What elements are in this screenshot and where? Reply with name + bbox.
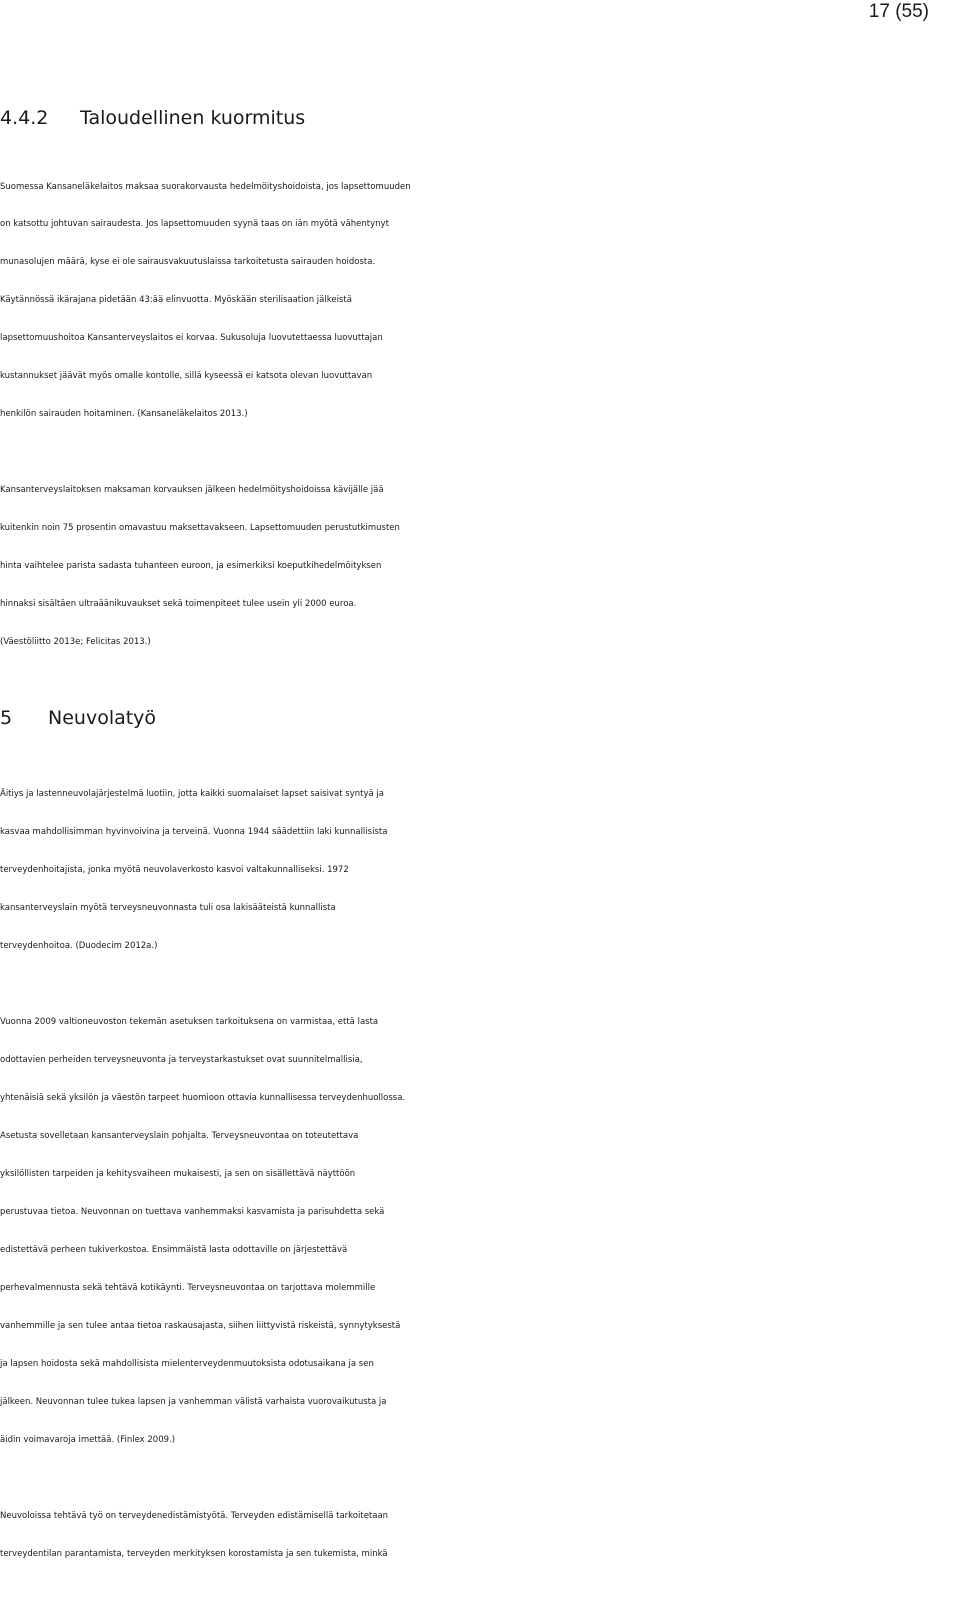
section-title: Taloudellinen kuormitus bbox=[80, 107, 306, 129]
section-number: 4.4.2 bbox=[0, 107, 49, 129]
text-line: Vuonna 2009 valtioneuvoston tekemän asetuksen tarkoituksena on varmistaa, että lasta bbox=[0, 1017, 379, 1027]
section-title: Neuvolatyö bbox=[48, 707, 157, 729]
text-line: odottavien perheiden terveysneuvonta ja terveystarkastukset ovat suunnitelmallisia, bbox=[0, 1055, 363, 1065]
text-line: Asetusta sovelletaan kansanterveyslain pohjalta. Terveysneuvontaa on toteutettava bbox=[0, 1131, 359, 1141]
text-line: hinnaksi sisältäen ultraäänikuvaukset sekä toimenpiteet tulee usein yli 2000 euroa. bbox=[0, 599, 357, 609]
text-line: vanhemmille ja sen tulee antaa tietoa raskausajasta, siihen liittyvistä riskeistä, synnytyksestä bbox=[0, 1321, 401, 1331]
text-line: terveydenhoitajista, jonka myötä neuvolaverkosto kasvoi valtakunnalliseksi. 1972 bbox=[0, 865, 349, 875]
text-line: äidin voimavaroja imettää. (Finlex 2009.) bbox=[0, 1435, 176, 1445]
text-line: munasolujen määrä, kyse ei ole sairausvakuutuslaissa tarkoitetusta sairauden hoidosta. bbox=[0, 257, 376, 267]
section-heading-5 bbox=[0, 706, 156, 730]
text-line: ja lapsen hoidosta sekä mahdollisista mielenterveydenmuutoksista odotusaikana ja sen bbox=[0, 1359, 374, 1369]
text-line: hinta vaihtelee parista sadasta tuhanteen euroon, ja esimerkiksi koeputkihedelmöityksen bbox=[0, 561, 382, 571]
text-line: terveydenhoitoa. (Duodecim 2012a.) bbox=[0, 941, 158, 951]
text-line: lapsettomuushoitoa Kansanterveyslaitos ei korvaa. Sukusoluja luovutettaessa luovuttajan bbox=[0, 333, 383, 343]
text-line: edistettävä perheen tukiverkostoa. Ensimmäistä lasta odottaville on järjestettävä bbox=[0, 1245, 348, 1255]
text-line: kustannukset jäävät myös omalle kontolle, sillä kyseessä ei katsota olevan luovuttavan bbox=[0, 371, 373, 381]
text-line: kasvaa mahdollisimman hyvinvoivina ja terveinä. Vuonna 1944 säädettiin laki kunnallisista bbox=[0, 827, 388, 837]
text-line: (Väestöliitto 2013e; Felicitas 2013.) bbox=[0, 637, 151, 647]
text-line: perhevalmennusta sekä tehtävä kotikäynti. Terveysneuvontaa on tarjottava molemmille bbox=[0, 1283, 376, 1293]
text-line: kuitenkin noin 75 prosentin omavastuu maksettavakseen. Lapsettomuuden perustutkimusten bbox=[0, 523, 400, 533]
page-number: 17 (55) bbox=[868, 1, 929, 22]
text-line: Käytännössä ikärajana pidetään 43:ää elinvuotta. Myöskään sterilisaation jälkeistä bbox=[0, 295, 352, 305]
section-number: 5 bbox=[0, 707, 13, 729]
text-line: henkilön sairauden hoitaminen. (Kansaneläkelaitos 2013.) bbox=[0, 409, 248, 419]
section-heading-4-4-2 bbox=[0, 106, 305, 130]
text-line: Suomessa Kansaneläkelaitos maksaa suorakorvausta hedelmöityshoidoista, jos lapsettomuuden bbox=[0, 182, 411, 192]
text-line: Neuvoloissa tehtävä työ on terveydenedistämistyötä. Terveyden edistämisellä tarkoitetaan bbox=[0, 1511, 389, 1521]
text-line: terveydentilan parantamista, terveyden merkityksen korostamista ja sen tukemista, minkä bbox=[0, 1549, 388, 1559]
text-line: perustuvaa tietoa. Neuvonnan on tuettava vanhemmaksi kasvamista ja parisuhdetta sekä bbox=[0, 1207, 385, 1217]
text-line: yhtenäisiä sekä yksilön ja väestön tarpeet huomioon ottavia kunnallisessa terveydenhuollossa. bbox=[0, 1093, 406, 1103]
text-line: yksilöllisten tarpeiden ja kehitysvaiheen mukaisesti, ja sen on sisällettävä näyttöön bbox=[0, 1169, 356, 1179]
text-line: Kansanterveyslaitoksen maksaman korvauksen jälkeen hedelmöityshoidoissa kävijälle jää bbox=[0, 485, 384, 495]
text-line: jälkeen. Neuvonnan tulee tukea lapsen ja vanhemman välistä varhaista vuorovaikutusta ja bbox=[0, 1397, 387, 1407]
text-line: kansanterveyslain myötä terveysneuvonnasta tuli osa lakisääteistä kunnallista bbox=[0, 903, 336, 913]
text-line: Äitiys ja lastenneuvolajärjestelmä luotiin, jotta kaikki suomalaiset lapset saisivat syntyä ja bbox=[0, 789, 384, 799]
text-line: on katsottu johtuvan sairaudesta. Jos lapsettomuuden syynä taas on iän myötä vähentynyt bbox=[0, 219, 389, 229]
